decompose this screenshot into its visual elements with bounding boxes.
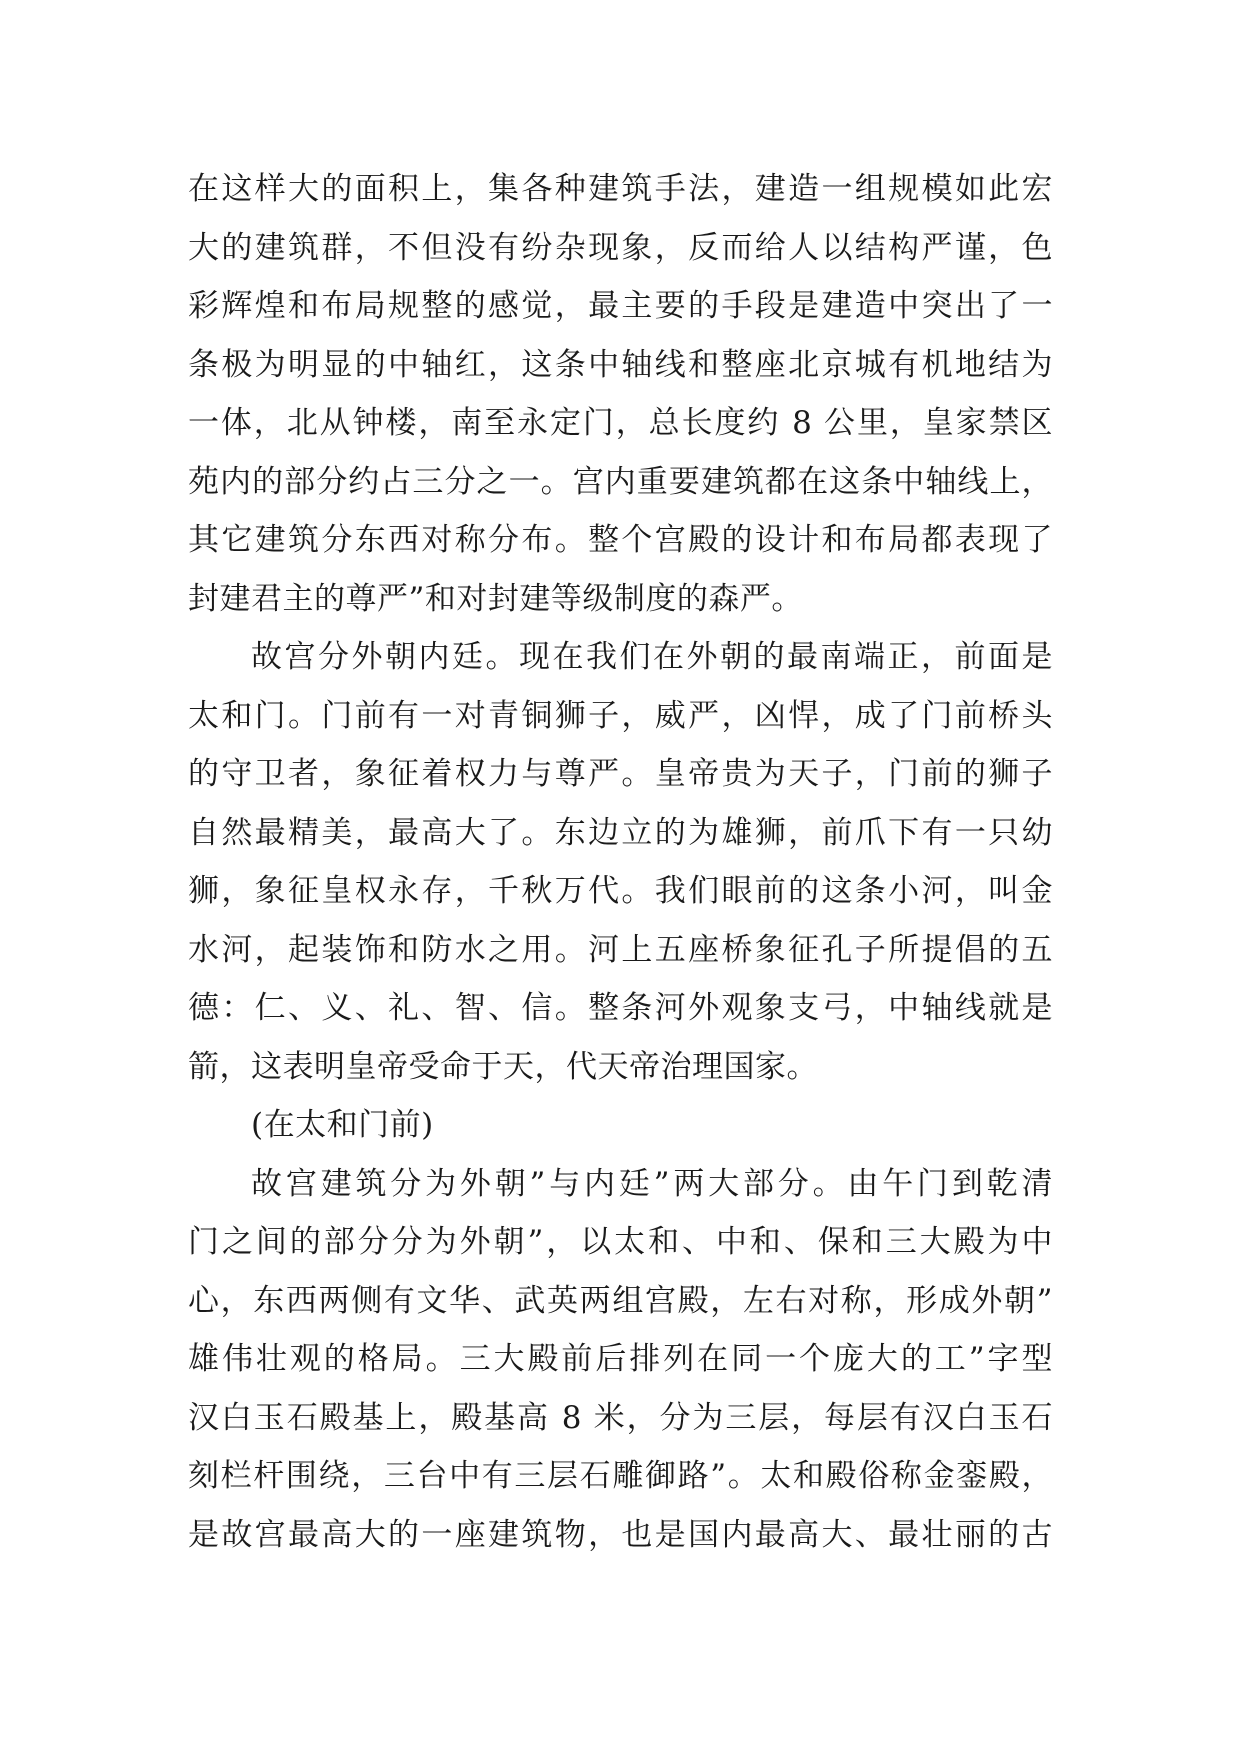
- text-line: 在这样大的面积上，集各种建筑手法，建造一组规模如此宏: [188, 171, 1053, 207]
- text-line: 条极为明显的中轴红，这条中轴线和整座北京城有机地结为: [188, 346, 1053, 383]
- text-line: 德：仁、义、礼、智、信。整条河外观象支弓，中轴线就是: [188, 990, 1053, 1026]
- text-line: 彩辉煌和布局规整的感觉，最主要的手段是建造中突出了一: [188, 288, 1053, 324]
- text-line: 门之间的部分分为外朝”，以太和、中和、保和三大殿为中: [188, 1224, 1053, 1260]
- text-line: 故宫分外朝内廷。现在我们在外朝的最南端正，前面是: [251, 639, 1053, 675]
- text-line: 狮，象征皇权永存，千秋万代。我们眼前的这条小河，叫金: [188, 873, 1053, 909]
- text-line: 雄伟壮观的格局。三大殿前后排列在同一个庞大的工”字型: [188, 1341, 1053, 1377]
- text-line: 的守卫者，象征着权力与尊严。皇帝贵为天子，门前的狮子: [188, 756, 1053, 792]
- text-line: 心，东西两侧有文华、武英两组宫殿，左右对称，形成外朝”: [188, 1282, 1053, 1319]
- text-line: 其它建筑分东西对称分布。整个宫殿的设计和布局都表现了: [188, 522, 1053, 558]
- text-line: 自然最精美，最高大了。东边立的为雄狮，前爪下有一只幼: [188, 814, 1053, 851]
- text-line: 是故宫最高大的一座建筑物，也是国内最高大、最壮丽的古: [188, 1516, 1053, 1553]
- text-line: 太和门。门前有一对青铜狮子，威严，凶悍，成了门前桥头: [188, 697, 1053, 734]
- text-line: 故宫建筑分为外朝”与内廷”两大部分。由午门到乾清: [251, 1165, 1053, 1202]
- text-line: 一体，北从钟楼，南至永定门，总长度约 8 公里，皇家禁区: [188, 405, 1053, 441]
- text-line: 封建君主的尊严”和对封建等级制度的森严。: [188, 580, 803, 617]
- text-line: 水河，起装饰和防水之用。河上五座桥象征孔子所提倡的五: [188, 931, 1053, 968]
- body-text: [188, 160, 1053, 1564]
- text-line: 刻栏杆围绕，三台中有三层石雕御路”。太和殿俗称金銮殿，: [188, 1458, 1053, 1494]
- text-line: 大的建筑群，不但没有纷杂现象，反而给人以结构严谨，色: [188, 229, 1053, 266]
- text-line: (在太和门前): [251, 1107, 434, 1143]
- text-line: 苑内的部分约占三分之一。宫内重要建筑都在这条中轴线上，: [188, 463, 1053, 500]
- text-line: 箭，这表明皇帝受命于天，代天帝治理国家。: [188, 1048, 818, 1085]
- text-line: 汉白玉石殿基上，殿基高 8 米，分为三层，每层有汉白玉石: [188, 1399, 1053, 1436]
